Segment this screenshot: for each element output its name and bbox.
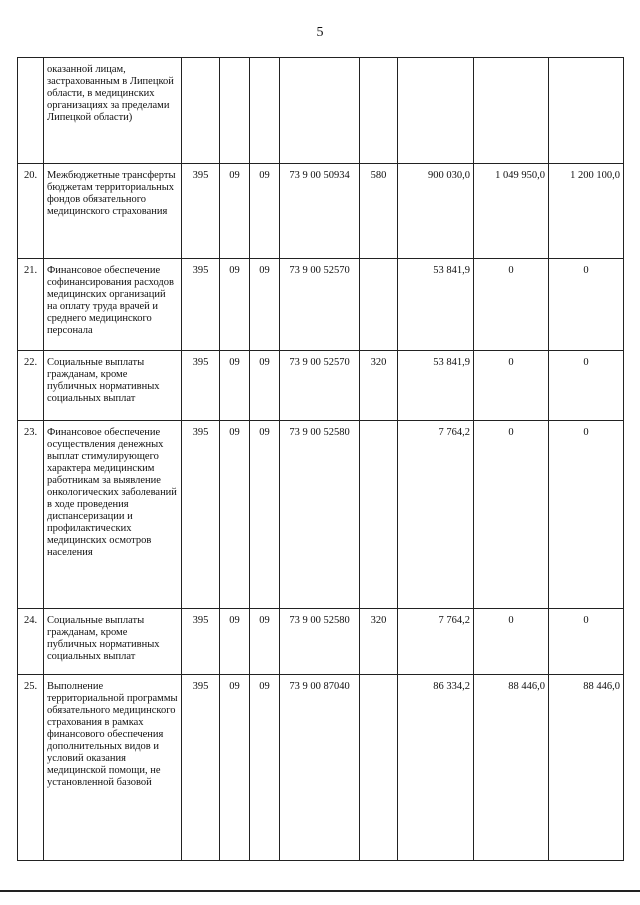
subsection-code <box>250 58 280 164</box>
row-name: Финансовое обеспечение софинансирования расходов медицинских организаций на оплату труда врачей и среднего медицинского персонала <box>44 259 182 351</box>
year3-amount: 0 <box>549 259 624 351</box>
year2-amount: 0 <box>474 351 549 421</box>
year3-amount: 0 <box>549 351 624 421</box>
target-article-code: 73 9 00 52580 <box>280 609 360 675</box>
row-number: 21. <box>18 259 44 351</box>
row-name: оказанной лицам, застрахованным в Липецкой области, в медицинских организациях за пределами Липецкой области) <box>44 58 182 164</box>
row-number: 25. <box>18 675 44 861</box>
year2-amount: 0 <box>474 421 549 609</box>
table-row <box>18 675 624 861</box>
row-number <box>18 58 44 164</box>
subsection-code: 09 <box>250 675 280 861</box>
subsection-code: 09 <box>250 609 280 675</box>
admin-code: 395 <box>182 609 220 675</box>
target-article-code: 73 9 00 52570 <box>280 259 360 351</box>
year1-amount: 53 841,9 <box>398 351 474 421</box>
target-article-code: 73 9 00 50934 <box>280 164 360 259</box>
row-number: 24. <box>18 609 44 675</box>
table-row <box>18 609 624 675</box>
table-row <box>18 351 624 421</box>
subsection-code: 09 <box>250 164 280 259</box>
table-row <box>18 58 624 164</box>
subsection-code: 09 <box>250 351 280 421</box>
admin-code: 395 <box>182 351 220 421</box>
section-code: 09 <box>220 421 250 609</box>
row-name: Финансовое обеспечение осуществления денежных выплат стимулирующего характера медицинским работникам за выявление онкологических заболеваний в ходе проведения диспансеризации и профилактических медицинских осмотров населения <box>44 421 182 609</box>
row-name: Межбюджетные трансферты бюджетам территориальных фондов обязательного медицинского страхования <box>44 164 182 259</box>
year3-amount: 0 <box>549 609 624 675</box>
row-number: 22. <box>18 351 44 421</box>
year2-amount <box>474 58 549 164</box>
year2-amount: 88 446,0 <box>474 675 549 861</box>
admin-code: 395 <box>182 259 220 351</box>
row-name: Социальные выплаты гражданам, кроме публичных нормативных социальных выплат <box>44 351 182 421</box>
section-code: 09 <box>220 609 250 675</box>
year2-amount: 0 <box>474 259 549 351</box>
year1-amount: 7 764,2 <box>398 421 474 609</box>
year1-amount: 7 764,2 <box>398 609 474 675</box>
row-number: 20. <box>18 164 44 259</box>
year1-amount: 53 841,9 <box>398 259 474 351</box>
footer-rule <box>0 890 640 892</box>
expense-type-code <box>360 421 398 609</box>
year1-amount: 900 030,0 <box>398 164 474 259</box>
row-name: Выполнение территориальной программы обязательного медицинского страхования в рамках финансового обеспечения дополнительных видов и условий оказания медицинской помощи, не установленной базовой <box>44 675 182 861</box>
section-code: 09 <box>220 675 250 861</box>
expense-type-code <box>360 259 398 351</box>
admin-code: 395 <box>182 675 220 861</box>
budget-table <box>17 57 624 861</box>
section-code: 09 <box>220 351 250 421</box>
target-article-code <box>280 58 360 164</box>
admin-code <box>182 58 220 164</box>
target-article-code: 73 9 00 52580 <box>280 421 360 609</box>
target-article-code: 73 9 00 87040 <box>280 675 360 861</box>
year1-amount: 86 334,2 <box>398 675 474 861</box>
year3-amount: 0 <box>549 421 624 609</box>
expense-type-code <box>360 675 398 861</box>
year3-amount: 88 446,0 <box>549 675 624 861</box>
expense-type-code: 320 <box>360 609 398 675</box>
year2-amount: 0 <box>474 609 549 675</box>
expense-type-code: 320 <box>360 351 398 421</box>
table-row <box>18 259 624 351</box>
year3-amount: 1 200 100,0 <box>549 164 624 259</box>
target-article-code: 73 9 00 52570 <box>280 351 360 421</box>
section-code: 09 <box>220 164 250 259</box>
row-name: Социальные выплаты гражданам, кроме публичных нормативных социальных выплат <box>44 609 182 675</box>
admin-code: 395 <box>182 164 220 259</box>
subsection-code: 09 <box>250 259 280 351</box>
expense-type-code: 580 <box>360 164 398 259</box>
year2-amount: 1 049 950,0 <box>474 164 549 259</box>
table-row <box>18 164 624 259</box>
subsection-code: 09 <box>250 421 280 609</box>
section-code <box>220 58 250 164</box>
year3-amount <box>549 58 624 164</box>
year1-amount <box>398 58 474 164</box>
row-number: 23. <box>18 421 44 609</box>
section-code: 09 <box>220 259 250 351</box>
admin-code: 395 <box>182 421 220 609</box>
page-number: 5 <box>316 25 324 40</box>
table-row <box>18 421 624 609</box>
expense-type-code <box>360 58 398 164</box>
